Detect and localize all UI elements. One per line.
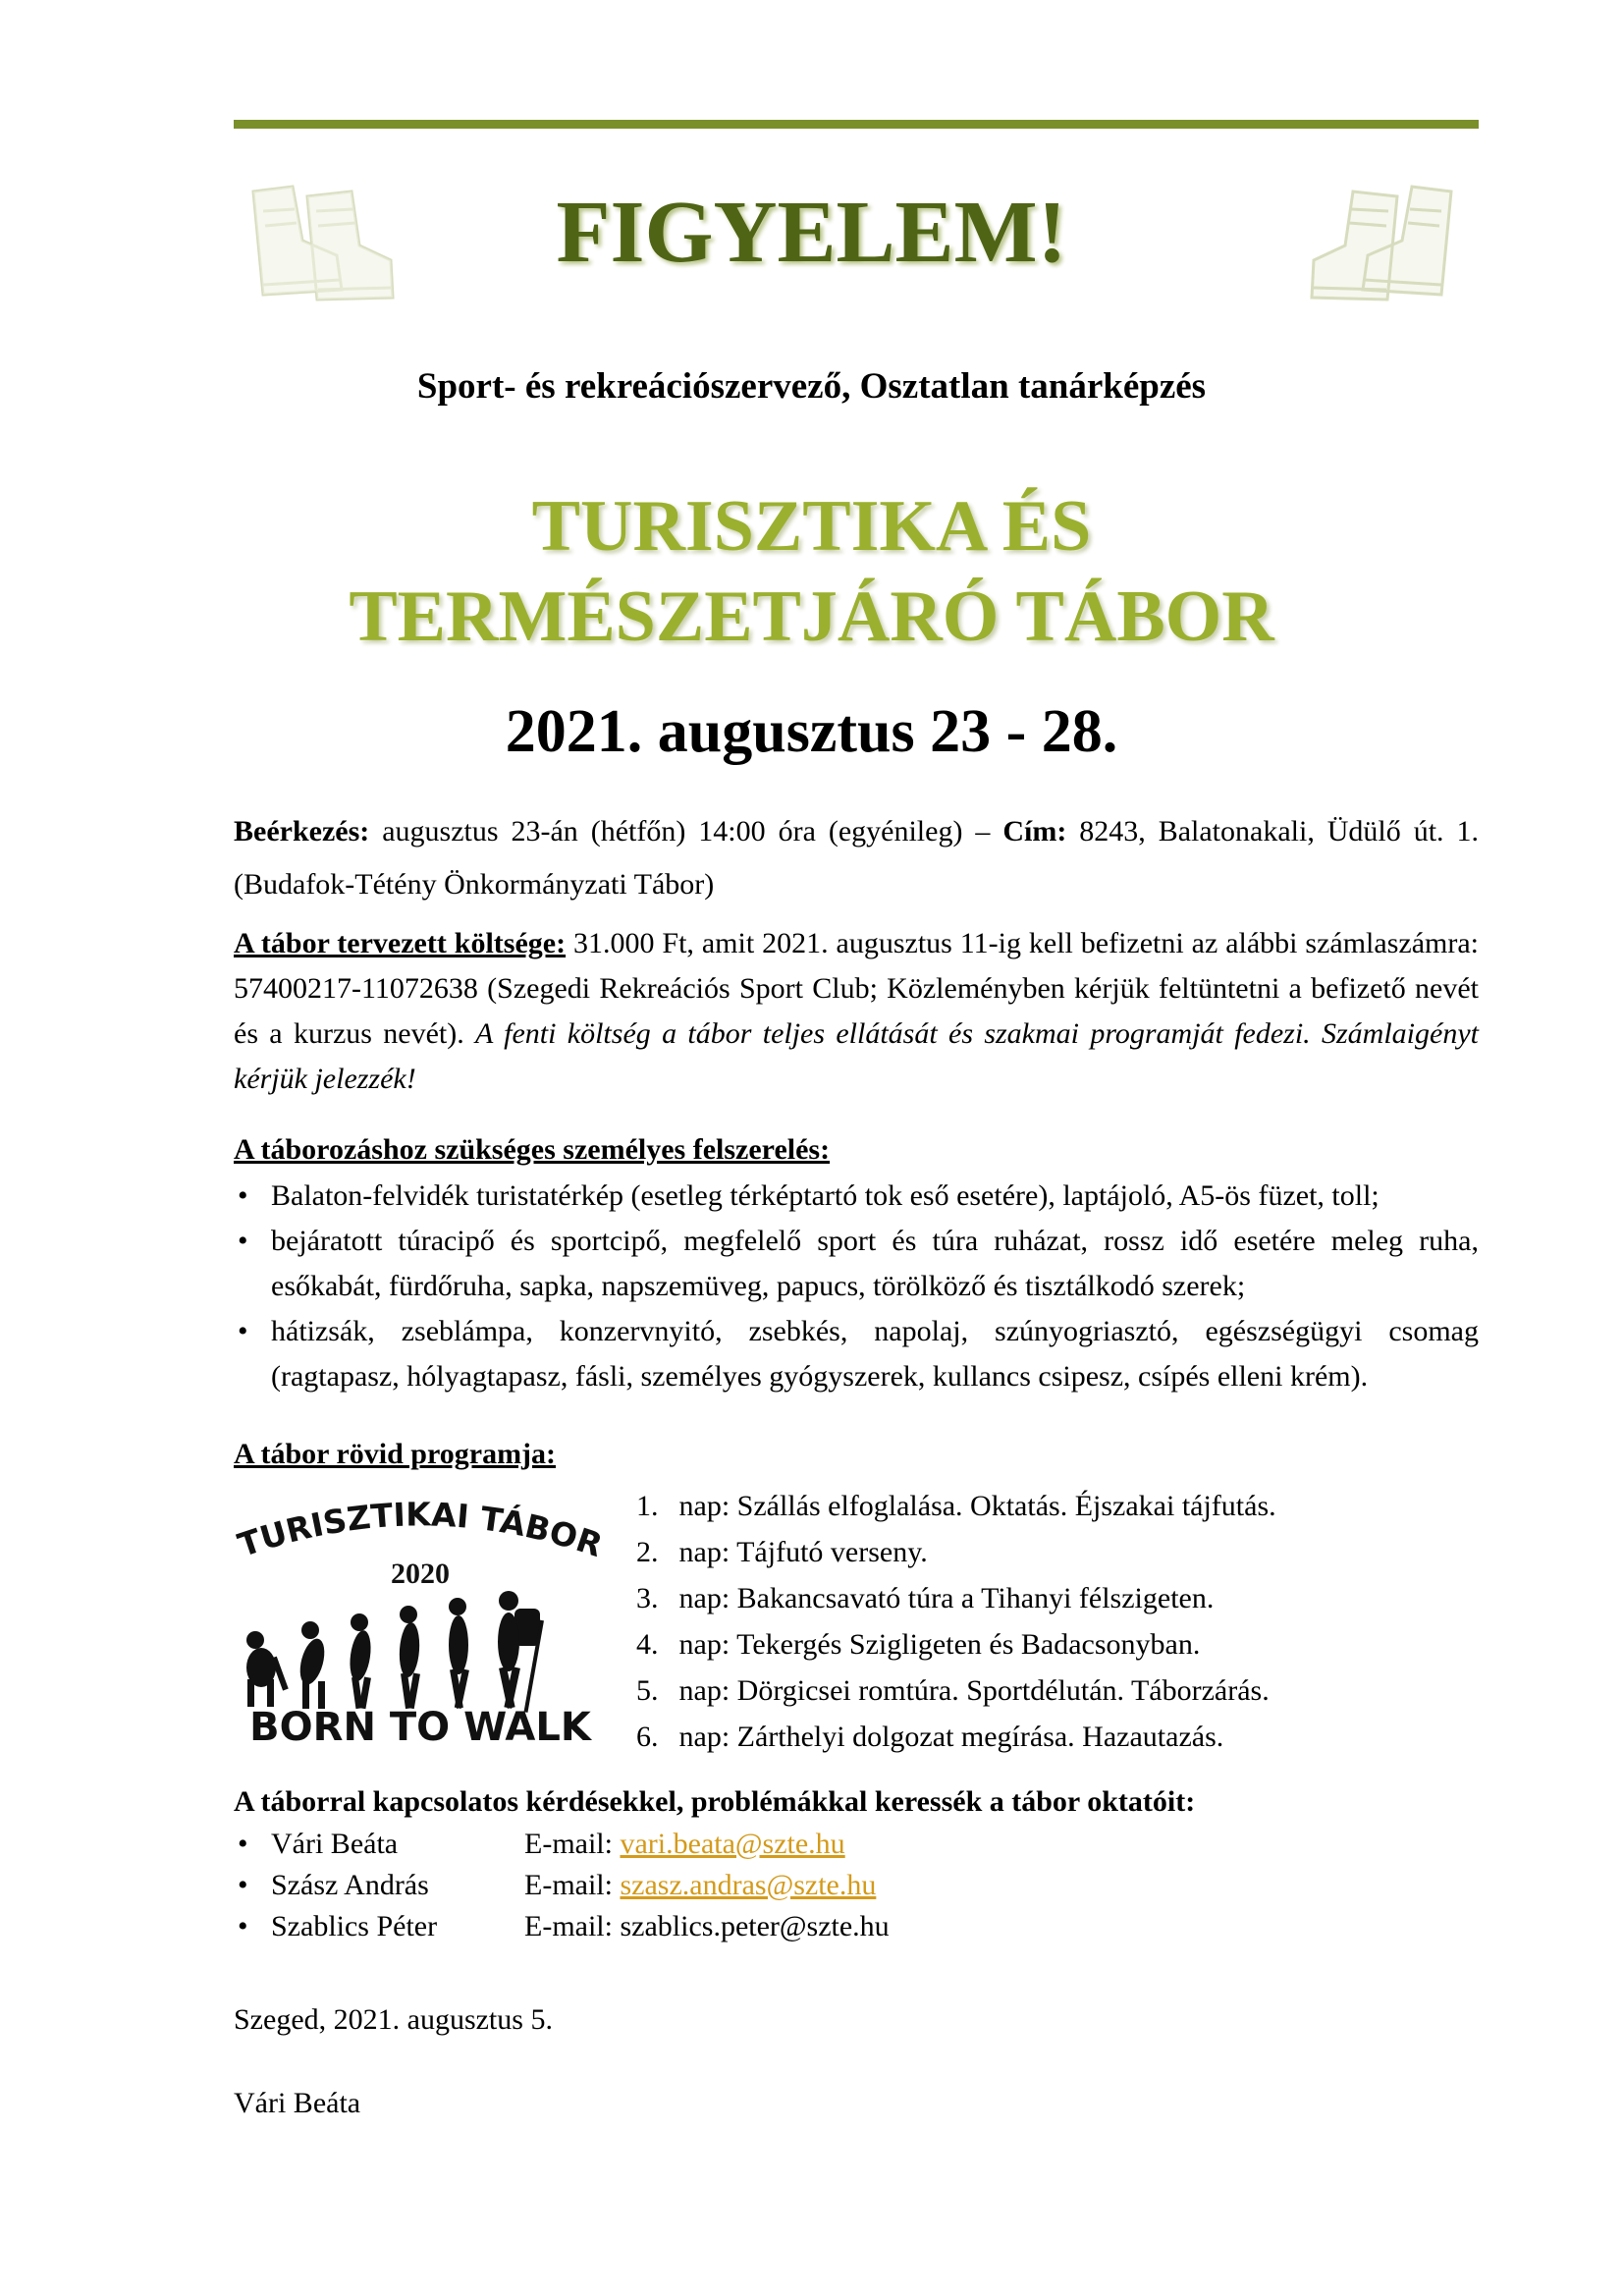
equipment-heading <box>234 1127 1479 1173</box>
day-text: nap: Tekergés Szigligeten és Badacsonyban. <box>678 1628 1201 1661</box>
list-item <box>636 1575 1276 1621</box>
list-item <box>636 1714 1276 1760</box>
contacts-list <box>234 1824 890 1947</box>
contact-name: Vári Beáta <box>271 1828 399 1860</box>
day-number: 2. <box>636 1536 659 1568</box>
email-label: E-mail: <box>524 1828 613 1860</box>
logo-title: TURISZTIKAI TÁBOR <box>234 1495 607 1565</box>
logo-slogan: BORN TO WALK <box>249 1705 591 1748</box>
bullet-icon: • <box>238 1869 248 1901</box>
born-to-walk-logo <box>234 1493 607 1748</box>
email-text: szablics.peter@szte.hu <box>620 1910 890 1942</box>
arrival-paragraph <box>234 805 1479 911</box>
equipment-heading-text: A táborozáshoz szükséges személyes felszerelés: <box>234 1133 831 1166</box>
equipment-list <box>234 1174 1479 1399</box>
place-date: Szeged, 2021. augusztus 5. <box>234 2003 553 2036</box>
arrival-label: Beérkezés: <box>234 815 370 847</box>
bullet-icon: • <box>238 1910 248 1942</box>
bullet-icon: • <box>238 1225 248 1257</box>
camp-title <box>0 481 1623 662</box>
list-item <box>234 1219 1479 1309</box>
list-item-text: Balaton-felvidék turistatérkép (esetleg térképtartó tok eső esetére), laptájoló, A5-ös füzet, toll; <box>271 1179 1380 1212</box>
day-text: nap: Dörgicsei romtúra. Sportdélután. Táborzárás. <box>678 1674 1270 1707</box>
contact-row <box>234 1906 890 1947</box>
cost-note: A fenti költség a tábor teljes ellátását és szakmai programját fedezi. Számlaigényt kérjük jelezzék! <box>234 1017 1479 1095</box>
camp-date: 2021. augusztus 23 - 28. <box>505 698 1118 765</box>
bullet-icon: • <box>238 1179 248 1212</box>
list-item-text: bejáratott túracipő és sportcipő, megfelelő sport és túra ruházat, rossz idő esetére meleg ruha, esőkabát, fürdőruha, sapka, napszemüveg, papucs, törölköző és tisztálkodó szerek; <box>271 1225 1479 1302</box>
cost-text: 31.000 Ft, amit 2021. augusztus 11-ig kell befizetni az alábbi számlaszámra: 57400217-11072638 (Szegedi Rekreációs Sport Club; Közleményben kérjük feltüntetni a befizető nevét és a kurzus nevét). <box>234 927 1479 1050</box>
bullet-icon: • <box>238 1315 248 1347</box>
cost-paragraph <box>234 921 1479 1102</box>
program-list <box>636 1483 1276 1760</box>
email-label: E-mail: <box>524 1910 613 1942</box>
camp-title-line: TURISZTIKA ÉS <box>531 486 1092 567</box>
day-number: 6. <box>636 1721 659 1753</box>
program-heading-text: A tábor rövid programja: <box>234 1438 557 1470</box>
page-subtitle: Sport- és rekreációszervező, Osztatlan tanárképzés <box>416 366 1207 407</box>
evolution-hikers-icon <box>246 1591 544 1713</box>
program-heading <box>234 1432 1479 1477</box>
contact-row <box>234 1824 890 1865</box>
page-title: FIGYELEM! <box>556 184 1067 281</box>
list-item <box>636 1621 1276 1667</box>
day-text: nap: Bakancsavató túra a Tihanyi félszigeten. <box>678 1582 1215 1614</box>
contact-name: Szász András <box>271 1869 429 1901</box>
day-text: nap: Szállás elfoglalása. Oktatás. Éjszakai tájfutás. <box>678 1490 1276 1522</box>
camp-title-line: TERMÉSZETJÁRÓ TÁBOR <box>349 576 1274 657</box>
arrival-text: augusztus 23-án (hétfőn) 14:00 óra (egyénileg) – <box>369 815 1003 847</box>
list-item <box>636 1529 1276 1575</box>
bullet-icon: • <box>238 1828 248 1860</box>
email-link[interactable]: szasz.andras@szte.hu <box>620 1869 877 1901</box>
email-label: E-mail: <box>524 1869 613 1901</box>
address-text: 8243, Balatonakali, Üdülő út. 1. (Budafok-Tétény Önkormányzati Tábor) <box>234 815 1479 901</box>
email-link[interactable]: vari.beata@szte.hu <box>620 1828 845 1860</box>
list-item <box>234 1174 1479 1219</box>
day-number: 5. <box>636 1674 659 1707</box>
day-number: 4. <box>636 1628 659 1661</box>
address-label: Cím: <box>1002 815 1067 847</box>
day-text: nap: Zárthelyi dolgozat megírása. Hazautazás. <box>678 1721 1224 1753</box>
day-text: nap: Tájfutó verseny. <box>678 1536 928 1568</box>
list-item-text: hátizsák, zseblámpa, konzervnyitó, zsebkés, napolaj, szúnyogriasztó, egészségügyi csomag (ragtapasz, hólyagtapasz, fásli, személyes gyógyszerek, kullancs csipesz, csípés elleni krém). <box>271 1315 1479 1393</box>
cost-label: A tábor tervezett költsége: <box>234 927 567 959</box>
contact-name: Szablics Péter <box>271 1910 438 1942</box>
logo-year: 2020 <box>391 1558 450 1590</box>
list-item <box>234 1309 1479 1399</box>
signature: Vári Beáta <box>234 2087 361 2119</box>
day-number: 3. <box>636 1582 659 1614</box>
list-item <box>636 1483 1276 1529</box>
day-number: 1. <box>636 1490 659 1522</box>
header-rule <box>234 120 1479 129</box>
contacts-heading: A táborral kapcsolatos kérdésekkel, problémákkal keressék a tábor oktatóit: <box>234 1785 1196 1818</box>
list-item <box>636 1667 1276 1714</box>
contact-row <box>234 1865 890 1906</box>
